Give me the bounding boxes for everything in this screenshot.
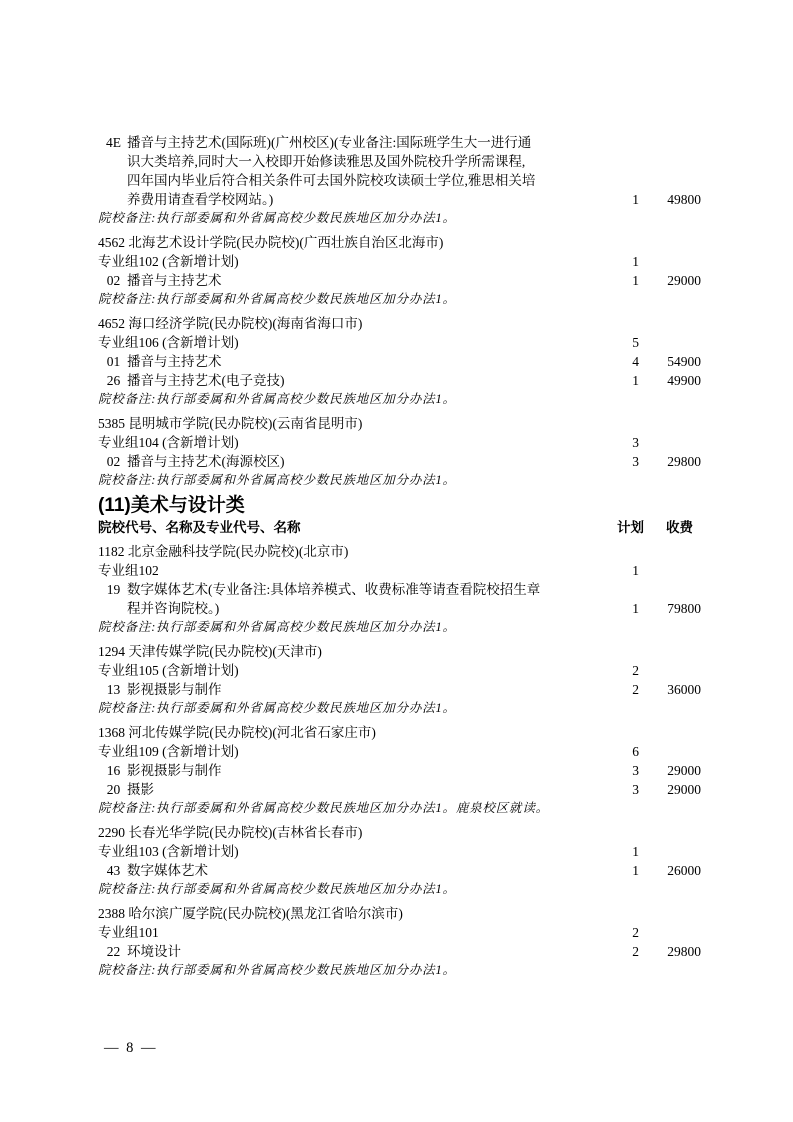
major-row [98, 580, 706, 618]
group-plan-value: 1 [632, 563, 639, 578]
major-name-line: 摄影 [127, 782, 154, 797]
group-plan-value: 5 [632, 335, 639, 350]
major-row [98, 942, 706, 961]
major-code: 19 [106, 582, 121, 597]
major-fee-value: 36000 [667, 682, 701, 697]
major-code: 20 [106, 782, 121, 797]
major-name-line: 播音与主持艺术 [127, 354, 222, 369]
major-row [98, 761, 706, 780]
major-plan-value: 1 [632, 273, 639, 288]
school-name: 1368 河北传媒学院(民办院校)(河北省石家庄市) [98, 725, 376, 740]
major-fee-value: 26000 [667, 863, 701, 878]
remark-row [98, 961, 706, 980]
major-code: 02 [106, 454, 121, 469]
major-code: 16 [106, 763, 121, 778]
content [98, 133, 706, 980]
group-plan-value: 2 [632, 663, 639, 678]
major-plan-value: 1 [632, 373, 639, 388]
column-header-name: 院校代号、名称及专业代号、名称 [98, 520, 301, 535]
major-row [98, 271, 706, 290]
column-header-plan: 计划 [617, 520, 644, 535]
major-plan-value: 3 [632, 763, 639, 778]
school-name: 2290 长春光华学院(民办院校)(吉林省长春市) [98, 825, 363, 840]
major-fee-value: 29000 [667, 273, 701, 288]
remark-text: 院校备注:执行部委属和外省属高校少数民族地区加分办法1。 [98, 882, 456, 896]
major-row [98, 452, 706, 471]
remark-text: 院校备注:执行部委属和外省属高校少数民族地区加分办法1。 [98, 701, 456, 715]
major-row [98, 861, 706, 880]
group-row [98, 561, 706, 580]
school-row [98, 642, 706, 661]
major-name-line: 播音与主持艺术 [127, 273, 222, 288]
remark-text: 院校备注:执行部委属和外省属高校少数民族地区加分办法1。 [98, 211, 456, 225]
school-name: 4652 海口经济学院(民办院校)(海南省海口市) [98, 316, 363, 331]
school-row [98, 314, 706, 333]
group-plan-value: 2 [632, 925, 639, 940]
major-row [98, 680, 706, 699]
column-header-row [98, 518, 706, 537]
remark-text: 院校备注:执行部委属和外省属高校少数民族地区加分办法1。 [98, 620, 456, 634]
major-fee-value: 54900 [667, 354, 701, 369]
major-name-line: 播音与主持艺术(国际班)(广州校区)(专业备注:国际班学生大一进行通 [127, 135, 532, 150]
group-label: 专业组101 [98, 925, 159, 940]
remark-text: 院校备注:执行部委属和外省属高校少数民族地区加分办法1。鹿泉校区就读。 [98, 801, 549, 815]
remark-row [98, 799, 706, 818]
school-name: 1294 天津传媒学院(民办院校)(天津市) [98, 644, 322, 659]
major-fee-value: 29800 [667, 454, 701, 469]
major-code: 26 [106, 373, 121, 388]
major-fee-value: 49900 [667, 373, 701, 388]
group-label: 专业组102 (含新增计划) [98, 254, 239, 269]
remark-row [98, 209, 706, 228]
remark-row [98, 390, 706, 409]
group-plan-value: 1 [632, 254, 639, 269]
remark-text: 院校备注:执行部委属和外省属高校少数民族地区加分办法1。 [98, 392, 456, 406]
major-fee-value: 29000 [667, 782, 701, 797]
page-number: — 8 — [104, 1040, 158, 1056]
school-row [98, 233, 706, 252]
group-label: 专业组106 (含新增计划) [98, 335, 239, 350]
major-code: 01 [106, 354, 121, 369]
major-plan-value: 4 [632, 354, 639, 369]
group-row [98, 333, 706, 352]
major-code: 43 [106, 863, 121, 878]
major-name-line: 四年国内毕业后符合相关条件可去国外院校攻读硕士学位,雅思相关培 [127, 173, 536, 188]
major-name-line: 数字媒体艺术 [127, 863, 208, 878]
major-code: 22 [106, 944, 121, 959]
remark-row [98, 290, 706, 309]
group-label: 专业组102 [98, 563, 159, 578]
group-plan-value: 6 [632, 744, 639, 759]
major-name-line: 播音与主持艺术(电子竞技) [127, 373, 285, 388]
group-label: 专业组103 (含新增计划) [98, 844, 239, 859]
school-name: 2388 哈尔滨广厦学院(民办院校)(黑龙江省哈尔滨市) [98, 906, 403, 921]
group-row [98, 252, 706, 271]
school-row [98, 823, 706, 842]
remark-row [98, 618, 706, 637]
section-title [98, 493, 706, 518]
major-plan-value: 3 [632, 454, 639, 469]
section-title-text: (11)美术与设计类 [98, 495, 245, 516]
remark-row [98, 699, 706, 718]
group-label: 专业组104 (含新增计划) [98, 435, 239, 450]
school-row [98, 542, 706, 561]
group-label: 专业组105 (含新增计划) [98, 663, 239, 678]
group-plan-value: 3 [632, 435, 639, 450]
remark-row [98, 471, 706, 490]
major-code: 02 [106, 273, 121, 288]
remark-text: 院校备注:执行部委属和外省属高校少数民族地区加分办法1。 [98, 473, 456, 487]
group-label: 专业组109 (含新增计划) [98, 744, 239, 759]
school-row [98, 414, 706, 433]
major-plan-value: 3 [632, 782, 639, 797]
group-row [98, 923, 706, 942]
major-row [98, 780, 706, 799]
major-plan-value: 1 [632, 601, 639, 616]
major-plan-value: 1 [632, 863, 639, 878]
major-row [98, 371, 706, 390]
school-name: 5385 昆明城市学院(民办院校)(云南省昆明市) [98, 416, 363, 431]
remark-text: 院校备注:执行部委属和外省属高校少数民族地区加分办法1。 [98, 963, 456, 977]
major-plan-value: 2 [632, 944, 639, 959]
school-row [98, 723, 706, 742]
major-name-line: 识大类培养,同时大一入校即开始修读雅思及国外院校升学所需课程, [127, 154, 526, 169]
major-name-line: 影视摄影与制作 [127, 682, 222, 697]
major-name-line: 影视摄影与制作 [127, 763, 222, 778]
group-row [98, 842, 706, 861]
major-name-line: 播音与主持艺术(海源校区) [127, 454, 285, 469]
major-name-line: 环境设计 [127, 944, 181, 959]
major-row [98, 133, 706, 209]
group-plan-value: 1 [632, 844, 639, 859]
major-fee-value: 29800 [667, 944, 701, 959]
major-plan-value: 2 [632, 682, 639, 697]
column-header-fee: 收费 [666, 520, 693, 535]
major-fee-value: 29000 [667, 763, 701, 778]
major-fee-value: 49800 [667, 192, 701, 207]
school-name: 4562 北海艺术设计学院(民办院校)(广西壮族自治区北海市) [98, 235, 444, 250]
group-row [98, 661, 706, 680]
remark-text: 院校备注:执行部委属和外省属高校少数民族地区加分办法1。 [98, 292, 456, 306]
major-name-line: 数字媒体艺术(专业备注:具体培养模式、收费标准等请查看院校招生章 [127, 582, 541, 597]
major-row [98, 352, 706, 371]
remark-row [98, 880, 706, 899]
major-name-line: 养费用请查看学校网站。) [127, 192, 274, 207]
major-name-line: 程并咨询院校。) [127, 601, 220, 616]
major-plan-value: 1 [632, 192, 639, 207]
major-fee-value: 79800 [667, 601, 701, 616]
school-row [98, 904, 706, 923]
major-code: 4E [106, 135, 121, 150]
group-row [98, 742, 706, 761]
school-name: 1182 北京金融科技学院(民办院校)(北京市) [98, 544, 349, 559]
major-code: 13 [106, 682, 121, 697]
group-row [98, 433, 706, 452]
